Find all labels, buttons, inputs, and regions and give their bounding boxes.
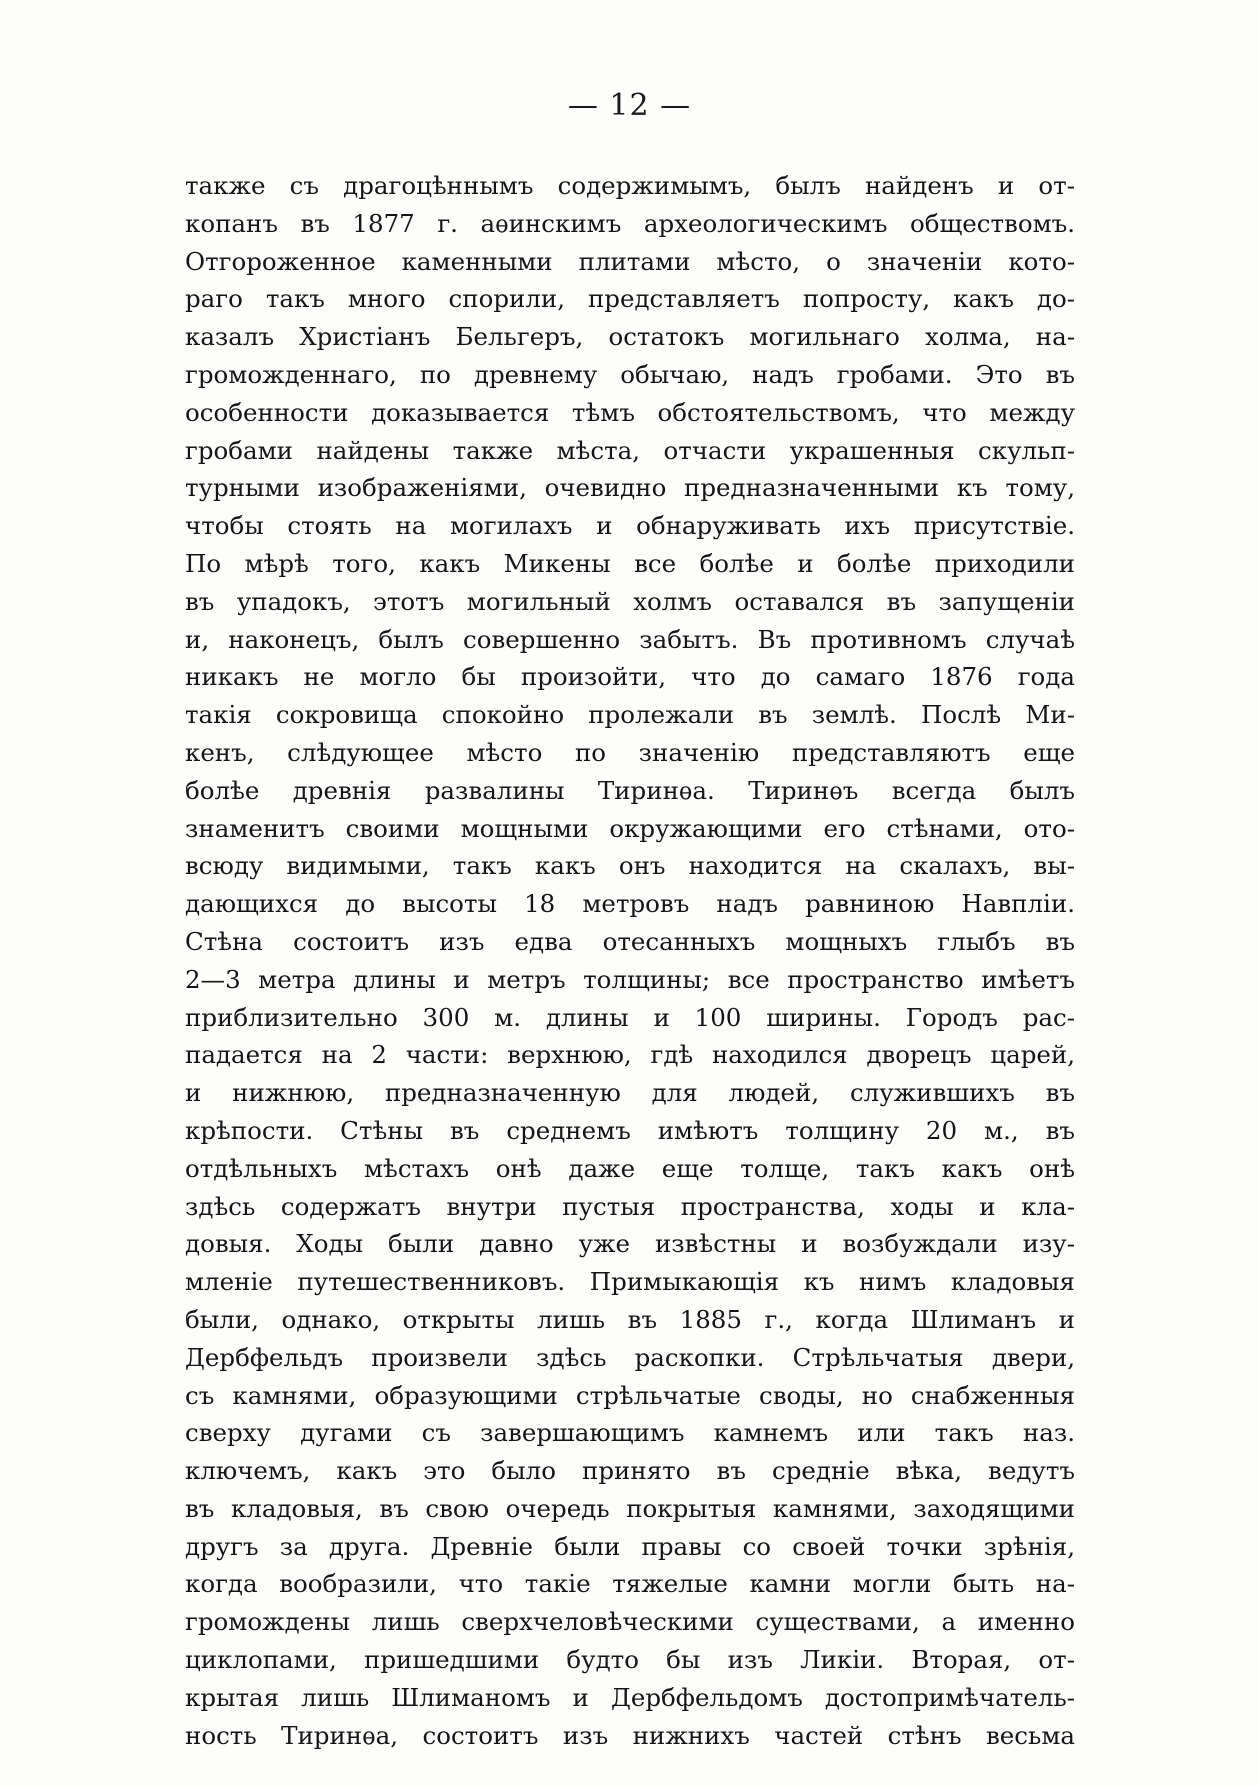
text-line: кенъ, слѣдующее мѣсто по значенiю представляютъ еще: [185, 737, 1075, 767]
text-line: также съ драгоцѣннымъ содержимымъ, былъ найденъ и от-: [185, 171, 1075, 200]
text-line: 2—3 метра длины и метръ толщины; все пространство имѣетъ: [185, 964, 1075, 994]
text-line: ключемъ, какъ это было принято въ среднiе вѣка, ведутъ: [185, 1456, 1075, 1486]
body-text: [185, 167, 1075, 1754]
text-line: дающихся до высоты 18 метровъ надъ равниною Навплiи.: [185, 889, 1075, 919]
text-line: крытая лишь Шлиманомъ и Дербфельдомъ достопримѣчатель-: [185, 1682, 1075, 1712]
text-line: крѣпости. Стѣны въ среднемъ имѣютъ толщину 20 м., въ: [185, 1115, 1075, 1145]
text-line: въ кладовыя, въ свою очередь покрытыя камнями, заходящими: [185, 1493, 1075, 1523]
text-line: Стѣна состоитъ изъ едва отесанныхъ мощныхъ глыбъ въ: [185, 926, 1075, 956]
text-line: копанъ въ 1877 г. аѳинскимъ археологическимъ обществомъ.: [185, 208, 1075, 238]
text-line: раго такъ много спорили, представляетъ попросту, какъ до-: [185, 284, 1075, 314]
text-line: и нижнюю, предназначенную для людей, служившихъ въ: [185, 1078, 1075, 1108]
text-line: циклопами, пришедшими будто бы изъ Ликiи. Вторая, от-: [185, 1645, 1075, 1675]
text-line: другъ за друга. Древнiе были правы со своей точки зрѣнiя,: [185, 1531, 1075, 1561]
text-line: были, однако, открыты лишь въ 1885 г., когда Шлиманъ и: [185, 1304, 1075, 1334]
text-line: отдѣльныхъ мѣстахъ онѣ даже еще толще, такъ какъ онѣ: [185, 1153, 1075, 1183]
text-line: когда вообразили, что такiе тяжелые камни могли быть на-: [185, 1569, 1075, 1599]
text-line: болѣе древнiя развалины Тиринѳа. Тиринѳъ всегда былъ: [185, 775, 1075, 805]
text-line: гробами найдены также мѣста, отчасти украшенныя скульп-: [185, 435, 1075, 465]
text-line: приблизительно 300 м. длины и 100 ширины. Городъ рас-: [185, 1002, 1075, 1032]
text-line: такiя сокровища спокойно пролежали въ землѣ. Послѣ Ми-: [185, 700, 1075, 730]
text-line: громожденнаго, по древнему обычаю, надъ гробами. Это въ: [185, 359, 1075, 389]
text-line: въ упадокъ, этотъ могильный холмъ оставался въ запущенiи: [185, 586, 1075, 616]
text-line: Дербфельдъ произвели здѣсь раскопки. Стрѣльчатыя двери,: [185, 1342, 1075, 1372]
text-line: довыя. Ходы были давно уже извѣстны и возбуждали изу-: [185, 1229, 1075, 1259]
text-line: сверху дугами съ завершающимъ камнемъ или такъ наз.: [185, 1418, 1075, 1448]
page-number: — 12 —: [567, 88, 692, 123]
text-line: знаменитъ своими мощными окружающими его стѣнами, ото-: [185, 813, 1075, 843]
text-line: падается на 2 части: верхнюю, гдѣ находился дворецъ царей,: [185, 1040, 1075, 1070]
text-line: никакъ не могло бы произойти, что до самаго 1876 года: [185, 662, 1075, 692]
text-line: и, наконецъ, былъ совершенно забытъ. Въ противномъ случаѣ: [185, 624, 1075, 654]
text-line: здѣсь содержатъ внутри пустыя пространства, ходы и кла-: [185, 1191, 1075, 1221]
text-line: казалъ Христiанъ Бельгеръ, остатокъ могильнаго холма, на-: [185, 322, 1075, 352]
text-line: особенности доказывается тѣмъ обстоятельствомъ, что между: [185, 397, 1075, 427]
text-line: ность Тиринѳа, состоитъ изъ нижнихъ частей стѣнъ весьма: [185, 1720, 1075, 1750]
text-line: всюду видимыми, такъ какъ онъ находится на скалахъ, вы-: [185, 851, 1075, 881]
text-line: турными изображенiями, очевидно предназначенными къ тому,: [185, 473, 1075, 503]
text-line: Отгороженное каменными плитами мѣсто, о значенiи кото-: [185, 246, 1075, 276]
text-line: чтобы стоять на могилахъ и обнаруживать ихъ присутствiе.: [185, 511, 1075, 541]
text-line: съ камнями, образующими стрѣльчатые своды, но снабженныя: [185, 1380, 1075, 1410]
text-line: мленiе путешественниковъ. Примыкающiя къ нимъ кладовыя: [185, 1267, 1075, 1297]
text-line: громождены лишь сверхчеловѣческими существами, а именно: [185, 1607, 1075, 1637]
text-line: По мѣрѣ того, какъ Микены все болѣе и болѣе приходили: [185, 548, 1075, 578]
